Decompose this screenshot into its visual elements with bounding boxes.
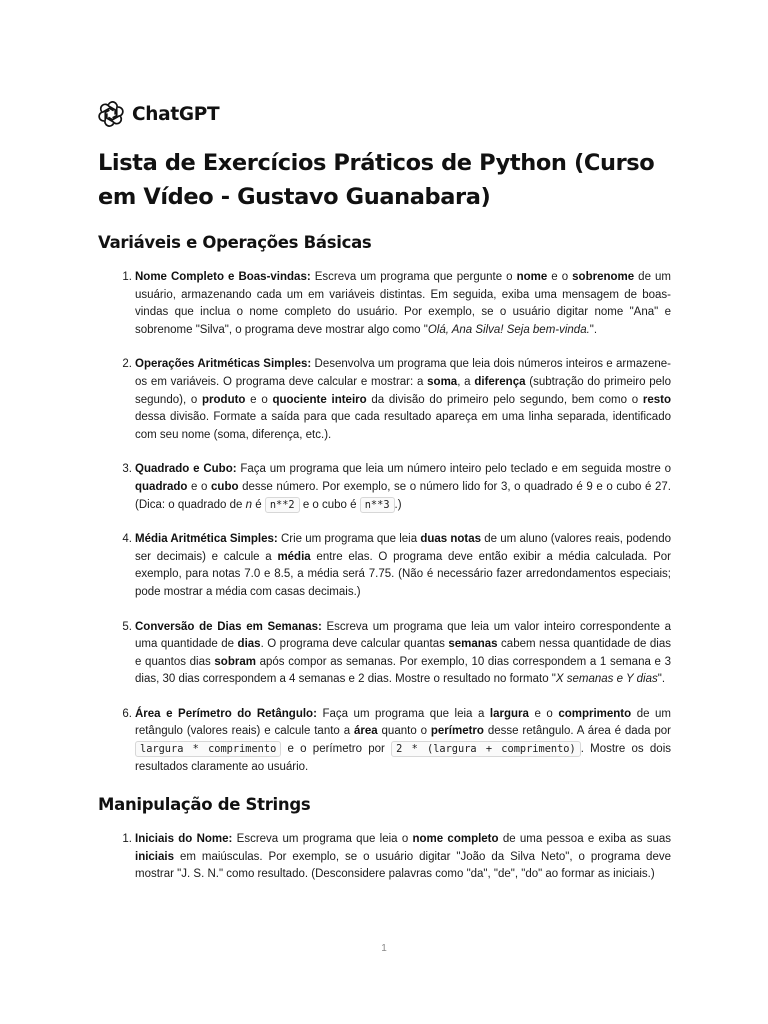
item-text: Área e Perímetro do Retângulo: Faça um programa que leia a largura e o comprimento de um retângulo (valores reais) e calcule tanto a área quanto o perímetro desse retângulo. A área é dada por largura * comprimento e o perímetro por 2 * (largura + comprimento) . Mostre os dois resultados claramente ao usuário. [135, 707, 672, 773]
bold-term: largura [489, 707, 529, 720]
item-number: 5. [122, 620, 132, 633]
list-item [98, 356, 671, 444]
bold-term: perímetro [430, 725, 484, 738]
inline-code: n**3 [360, 497, 395, 513]
bold-term: resto [642, 393, 671, 406]
item-number: 3. [122, 463, 132, 476]
bold-term: dias [237, 638, 261, 651]
bold-term: Operações Aritméticas Simples: [135, 358, 312, 371]
item-text: Operações Aritméticas Simples: Desenvolva um programa que leia dois números inteiros e armazene-os em variáveis. O programa deve calcular e mostrar: a soma, a diferença (subtração do primeiro pelo segundo), o produto e o quociente inteiro da divisão do primeiro pelo segundo, bem como o resto dessa divisão. Formate a saída para que cada resultado apareça em uma linha separada, identificado com seu nome (soma, diferença, etc.). [135, 358, 672, 441]
bold-term: Média Aritmética Simples: [135, 533, 278, 546]
exercise-list-strings [98, 831, 671, 884]
document-body [98, 146, 671, 884]
bold-term: comprimento [558, 707, 632, 720]
item-number: 2. [122, 358, 132, 371]
item-text: Quadrado e Cubo: Faça um programa que leia um número inteiro pelo teclado e em seguida mostre o quadrado e o cubo desse número. Por exemplo, se o número lido for 3, o quadrado é 9 e o cubo é 27. (Dica: o quadrado de n é n**2 e o cubo é n**3 .) [135, 463, 671, 511]
item-text: Iniciais do Nome: Escreva um programa que leia o nome completo de uma pessoa e exiba as suas iniciais em maiúsculas. Por exemplo, se o usuário digitar "João da Silva Neto", o programa deve mostrar "J. S. N." como resultado. (Desconsidere palavras como "da", "de", "do" ao formar as iniciais.) [135, 833, 672, 881]
bold-term: Conversão de Dias em Semanas: [135, 620, 322, 633]
bold-term: cubo [211, 480, 239, 493]
page-number: 1 [381, 943, 387, 954]
bold-term: soma [427, 375, 458, 388]
item-text: Nome Completo e Boas-vindas: Escreva um programa que pergunte o nome e o sobrenome de um usuário, armazenando cada um em variáveis distintas. Em seguida, exiba uma mensagem de boas-vindas que inclua o nome completo do usuário. Por exemplo, se o usuário digitar nome "Ana" e sobrenome "Silva", o programa deve mostrar algo como "Olá, Ana Silva! Seja bem-vinda.". [135, 271, 671, 336]
brand-name: ChatGPT [132, 103, 220, 125]
bold-term: diferença [474, 375, 526, 388]
bold-term: Área e Perímetro do Retângulo: [135, 707, 317, 720]
bold-term: média [277, 550, 311, 563]
document-title: Lista de Exercícios Práticos de Python (Curso em Vídeo - Gustavo Guanabara) [98, 150, 655, 210]
bold-term: iniciais [135, 850, 174, 863]
bold-term: Iniciais do Nome: [135, 833, 233, 846]
item-number: 6. [122, 707, 132, 720]
bold-term: nome completo [412, 833, 499, 846]
italic-text: n [245, 498, 253, 511]
item-text: Média Aritmética Simples: Crie um programa que leia duas notas de um aluno (valores reais, podendo ser decimais) e calcule a média entre elas. O programa deve então exibir a média calculada. Por exemplo, para notas 7.0 e 8.5, a média será 7.75. (Não é necessário fazer arredondamentos especiais; pode mostrar a média com casas decimais.) [135, 533, 672, 598]
inline-code: n**2 [265, 497, 300, 513]
bold-term: sobrenome [572, 271, 635, 283]
bold-term: quadrado [135, 480, 188, 493]
bold-term: semanas [448, 638, 498, 651]
brand-header [98, 101, 219, 127]
list-item [98, 269, 671, 339]
bold-term: área [353, 725, 378, 738]
bold-term: quociente inteiro [272, 393, 367, 406]
bold-term: produto [202, 393, 246, 406]
bold-term: Nome Completo e Boas-vindas: [135, 271, 311, 283]
bold-term: nome [516, 271, 548, 283]
exercise-list-variaveis [98, 269, 671, 776]
list-item [98, 619, 671, 689]
bold-term: Quadrado e Cubo: [135, 463, 237, 476]
item-number: 1. [122, 271, 132, 283]
list-item [98, 831, 671, 884]
bold-term: duas notas [420, 533, 482, 546]
inline-code: 2 * (largura + comprimento) [391, 741, 581, 757]
italic-text: Olá, Ana Silva! Seja bem-vinda. [427, 323, 590, 336]
inline-code: largura * comprimento [135, 741, 281, 757]
italic-text: X semanas e Y dias [555, 673, 658, 686]
item-number: 1. [122, 833, 132, 846]
openai-logo-icon [98, 101, 124, 127]
list-item [98, 706, 671, 776]
list-item [98, 461, 671, 514]
section-heading-strings: Manipulação de Strings [98, 795, 311, 815]
item-text: Conversão de Dias em Semanas: Escreva um programa que leia um valor inteiro correspondente a uma quantidade de dias. O programa deve calcular quantas semanas cabem nessa quantidade de dias e quantos dias sobram após compor as semanas. Por exemplo, 10 dias correspondem a 1 semana e 3 dias, 30 dias correspondem a 4 semanas e 2 dias. Mostre o resultado no formato "X semanas e Y dias". [135, 620, 671, 686]
item-number: 4. [122, 533, 132, 546]
bold-term: sobram [214, 655, 256, 668]
list-item [98, 531, 671, 601]
section-heading-variaveis: Variáveis e Operações Básicas [98, 233, 372, 252]
